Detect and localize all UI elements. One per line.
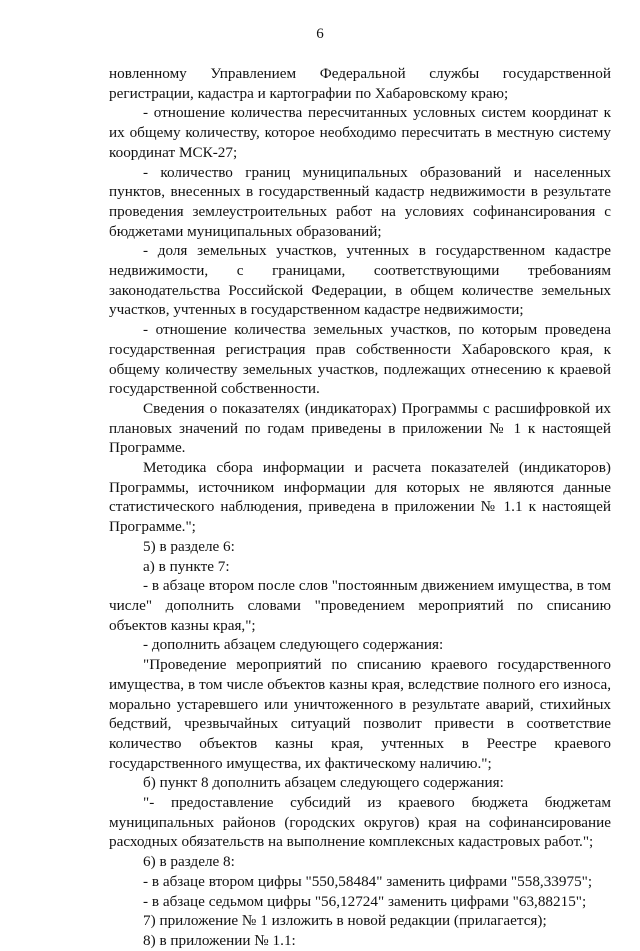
paragraph: - в абзаце седьмом цифры "56,12724" заменить цифрами "63,88215"; (143, 892, 587, 910)
paragraph: - количество границ муниципальных образований и населенных пунктов, внесенных в государственный кадастр недвижимости в результате проведения землеустроительных работ на условиях софинансирования с бюджетами муниципальных образований; (109, 163, 611, 240)
paragraph: а) в пункте 7: (143, 557, 230, 575)
paragraph: - отношение количества пересчитанных условных систем координат к их общему количеству, которое необходимо пересчитать в местную систему координат МСК-27; (109, 104, 611, 161)
paragraph: "Проведение мероприятий по списанию краевого государственного имущества, в том числе объектов казны края, вследствие полного его износа, морально устаревшего или уничтоженного в результате аварий, стихийных бедствий, чрезвычайных ситуаций позволит привести в соответствие количество объектов казны края, учтенных в Реестре краевого государственного имущества, их фактическому наличию."; (109, 656, 611, 772)
paragraph: 8) в приложении № 1.1: (143, 931, 296, 949)
paragraph: - дополнить абзацем следующего содержания: (143, 636, 444, 654)
paragraph: 5) в разделе 6: (143, 537, 235, 555)
paragraph: 6) в разделе 8: (143, 853, 235, 871)
paragraph: - отношение количества земельных участков, по которым проведена государственная регистрация прав собственности Хабаровского края, к общему количеству земельных участков, подлежащих отнесению к краевой государственной собственности. (109, 321, 611, 398)
paragraph: Сведения о показателях (индикаторах) Программы с расшифровкой их плановых значений по годам приведены в приложении № 1 к настоящей Программе. (109, 399, 611, 457)
paragraph: - доля земельных участков, учтенных в государственном кадастре недвижимости, с границами, соответствующими требованиям законодательства Российской Федерации, в общем количестве земельных участков, учтенных в государственном кадастре недвижимости; (109, 242, 611, 319)
paragraph: Методика сбора информации и расчета показателей (индикаторов) Программы, источником информации для которых не являются данные статистического наблюдения, приведена в приложении № 1.1 к настоящей Программе."; (109, 459, 611, 536)
paragraph: 7) приложение № 1 изложить в новой редакции (прилагается); (143, 912, 547, 930)
paragraph: "- предоставление субсидий из краевого бюджета бюджетам муниципальных районов (городских округов) края на софинансирование расходных обязательств на выполнение комплексных кадастровых работ."; (109, 794, 611, 851)
paragraph: новленному Управлением Федеральной службы государственной регистрации, кадастра и картографии по Хабаровскому краю; (109, 65, 611, 102)
paragraph: б) пункт 8 дополнить абзацем следующего содержания: (143, 774, 504, 792)
paragraph: - в абзаце втором после слов "постоянным движением имущества, в том числе" дополнить словами "проведением мероприятий по списанию объектов казны края,"; (109, 577, 611, 634)
document-body (109, 64, 611, 951)
paragraph: - в абзаце втором цифры "550,58484" заменить цифрами "558,33975"; (143, 872, 593, 890)
page-number: 6 (316, 26, 324, 42)
